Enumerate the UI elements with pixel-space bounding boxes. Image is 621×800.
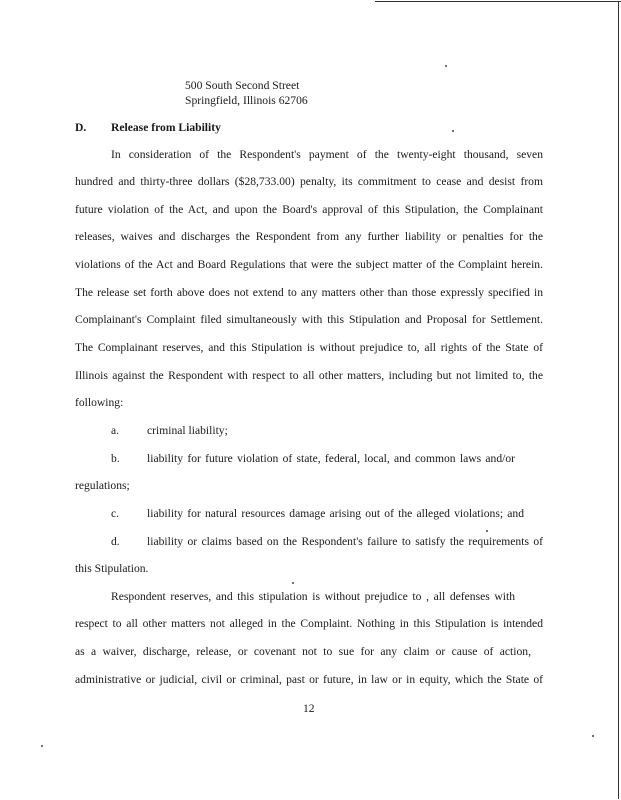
list-item-text: liability or claims based on the Respondent's failure to satisfy the requirements of (147, 535, 543, 548)
list-item-text: criminal liability; (147, 424, 228, 437)
paragraph-line: administrative or judicial, civil or criminal, past or future, in law or in equity, which the State of (75, 673, 543, 686)
scan-speck (41, 745, 43, 747)
scan-speck (452, 130, 454, 132)
paragraph-line: future violation of the Act, and upon the Board's approval of this Stipulation, the Complainant (75, 203, 543, 216)
list-marker: a. (111, 424, 120, 437)
section-heading: Release from Liability (111, 121, 221, 134)
paragraph-line: Complainant's Complaint filed simultaneously with this Stipulation and Proposal for Settlement. (75, 313, 543, 326)
section-letter: D. (75, 121, 87, 134)
list-item-continuation: regulations; (75, 479, 130, 492)
scan-speck (445, 65, 447, 67)
paragraph-line: The release set forth above does not extend to any matters other than those expressly specified in (75, 286, 543, 299)
scan-edge-top (375, 1, 621, 2)
paragraph-line: The Complainant reserves, and this Stipulation is without prejudice to, all rights of the State of (75, 341, 543, 354)
paragraph-line: In consideration of the Respondent's payment of the twenty-eight thousand, seven (111, 148, 543, 161)
address-street: 500 South Second Street (185, 79, 300, 92)
paragraph-line: as a waiver, discharge, release, or covenant not to sue for any claim or cause of action, (75, 645, 531, 658)
scan-speck (292, 582, 294, 584)
list-item-text: liability for natural resources damage arising out of the alleged violations; and (147, 507, 524, 520)
paragraph-line: Illinois against the Respondent with respect to all other matters, including but not limited to, the (75, 369, 543, 382)
scan-speck (592, 735, 594, 737)
paragraph-line: releases, waives and discharges the Respondent from any further liability or penalties for the (75, 230, 543, 243)
list-marker: d. (111, 535, 120, 548)
scan-speck (486, 530, 488, 532)
list-marker: b. (111, 452, 120, 465)
paragraph-line: following: (75, 396, 124, 409)
address-city: Springfield, Illinois 62706 (185, 94, 308, 107)
paragraph-line: Respondent reserves, and this stipulation is without prejudice to , all defenses with (111, 590, 515, 603)
list-item-continuation: this Stipulation. (75, 562, 149, 575)
paragraph-line: respect to all other matters not alleged in the Complaint. Nothing in this Stipulation is intended (75, 617, 543, 630)
list-item-text: liability for future violation of state, federal, local, and common laws and/or (147, 452, 515, 465)
page-number: 12 (303, 702, 315, 715)
list-marker: c. (111, 507, 120, 520)
paragraph-line: hundred and thirty-three dollars ($28,733.00) penalty, its commitment to cease and desist from (75, 175, 543, 188)
scan-edge-right (618, 1, 619, 799)
paragraph-line: violations of the Act and Board Regulations that were the subject matter of the Complaint herein. (75, 258, 543, 271)
